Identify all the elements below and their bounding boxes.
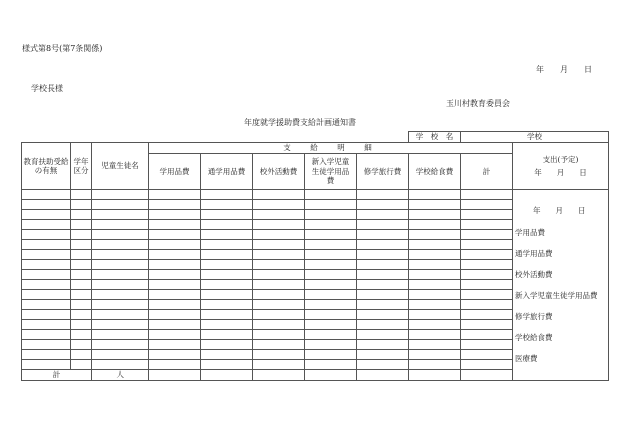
payment-detail-header: 支 給 明 細 bbox=[149, 143, 513, 154]
payment-breakdown-panel bbox=[513, 190, 609, 381]
table-row bbox=[22, 190, 609, 200]
persons-label: 人 bbox=[116, 370, 124, 380]
breakdown-item: 校外活動費 bbox=[515, 270, 553, 279]
school-name-label: 学 校 名 bbox=[409, 132, 461, 143]
payment-scheduled-label: 支出(予定) bbox=[542, 154, 579, 164]
grade-header: 学年区分 bbox=[71, 143, 92, 190]
header-row-1 bbox=[22, 143, 609, 154]
payment-date-label: 年 月 日 bbox=[534, 168, 587, 177]
col-header-new-entrant-supplies: 新入学児童生徒学用品費 bbox=[305, 154, 357, 190]
breakdown-date: 年 月 日 bbox=[533, 206, 586, 215]
school-name-value: 学校 bbox=[461, 132, 609, 143]
form-number: 様式第8号(第7条関係) bbox=[22, 44, 103, 53]
issuer: 玉川村教育委員会 bbox=[446, 99, 510, 108]
col-header-school-trip: 修学旅行費 bbox=[357, 154, 409, 190]
total-label: 計 bbox=[22, 370, 92, 381]
col-header-school-lunch: 学校給食費 bbox=[409, 154, 461, 190]
breakdown-item: 修学旅行費 bbox=[515, 312, 553, 321]
payment-scheduled-header bbox=[513, 143, 609, 190]
aid-status-header: 教育扶助受給の有無 bbox=[22, 143, 71, 190]
col-header-outside-activities: 校外活動費 bbox=[253, 154, 305, 190]
document-title: 年度就学援助費支給計画通知書 bbox=[244, 118, 356, 127]
col-header-commute-supplies: 通学用品費 bbox=[201, 154, 253, 190]
addressee: 学校長様 bbox=[31, 84, 63, 93]
student-name-header: 児童生徒名 bbox=[92, 143, 149, 190]
breakdown-item: 学校給食費 bbox=[515, 333, 553, 342]
col-header-school-supplies: 学用品費 bbox=[149, 154, 201, 190]
persons-cell bbox=[92, 370, 149, 381]
breakdown-item: 学用品費 bbox=[515, 228, 545, 237]
breakdown-item: 通学用品費 bbox=[515, 249, 553, 258]
breakdown-item: 医療費 bbox=[515, 354, 538, 363]
col-header-total: 計 bbox=[461, 154, 513, 190]
aid-plan-table bbox=[21, 131, 609, 381]
breakdown-item: 新入学児童生徒学用品費 bbox=[515, 291, 598, 300]
school-name-row bbox=[22, 132, 609, 143]
document-date: 年 月 日 bbox=[536, 65, 592, 74]
